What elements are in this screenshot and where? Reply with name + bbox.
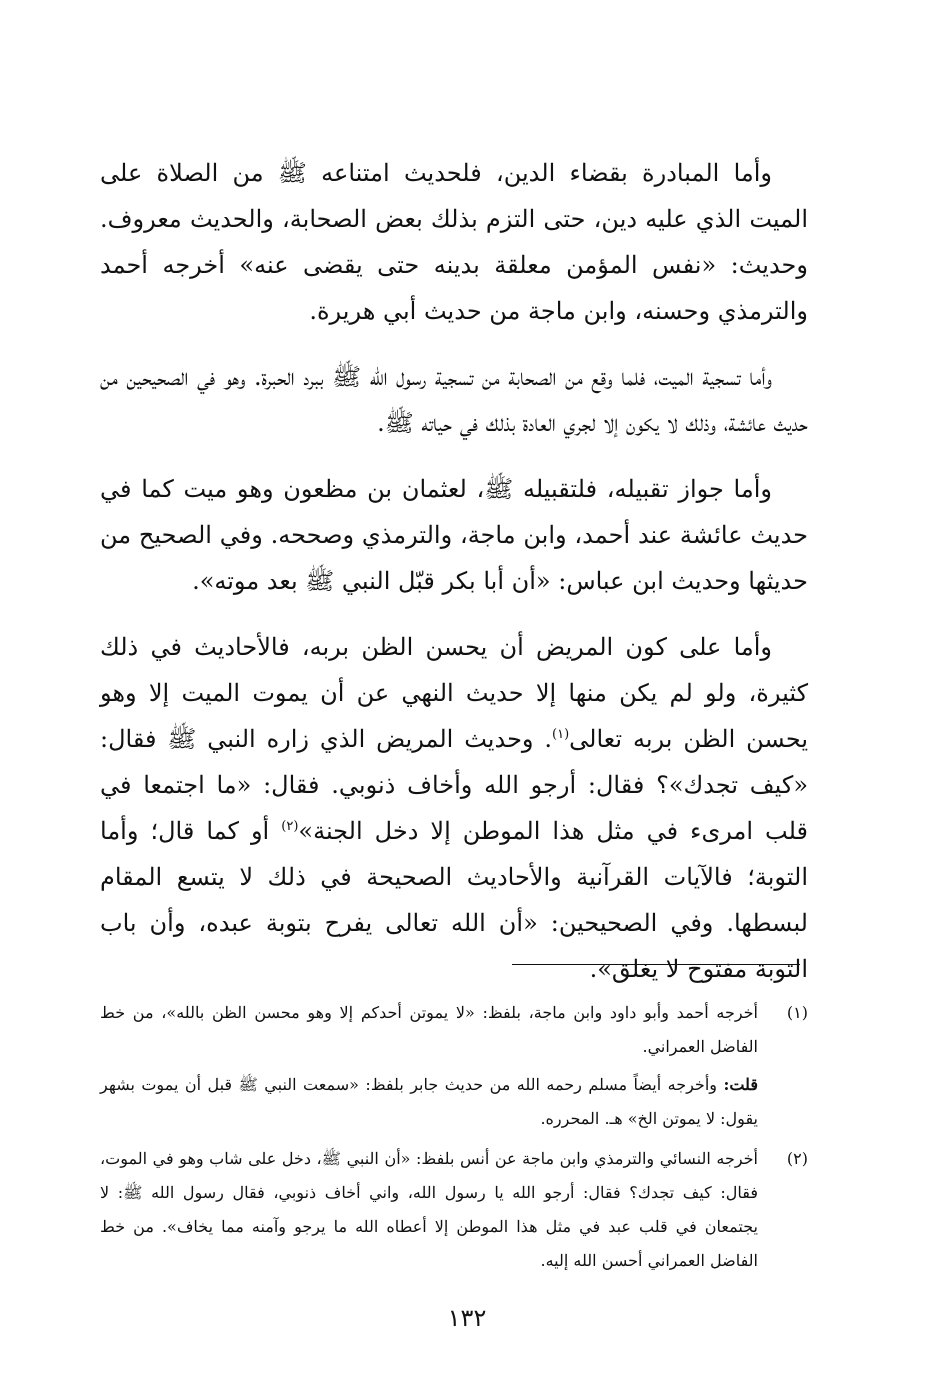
paragraph-good-opinion-part1: وأما على كون المريض أن يحسن الظن بربه، فالأحاديث في ذلك كثيرة، ولو لم يكن منها إلا حديث النهي عن أن يموت الميت إلا وهو يحسن الظن بربه تعالى bbox=[100, 633, 809, 753]
footnote-number: (١) bbox=[786, 1003, 808, 1022]
footnote-comment-text: وأخرجه أيضاً مسلم رحمه الله من حديث جابر بلفظ: «سمعت النبي ﷺ قبل أن يموت بشهر يقول: لا يموتن الخ» هـ. المحرره. bbox=[100, 1075, 758, 1128]
footnote-text: أخرجه النسائي والترمذي وابن ماجة عن أنس بلفظ: «أن النبي ﷺ، دخل على شاب وهو في الموت، فقال: كيف تجدك؟ فقال: أرجو الله يا رسول الله، واني أخاف ذنوبي، فقال رسول الله ﷺ: لا يجتمعان في قلب عبد في مثل هذا الموطن إلا أعطاه الله ما يرجو وآمنه مما يخاف». من خط الفاضل العمراني أحسن الله إليه. bbox=[100, 1149, 758, 1270]
footnote-body bbox=[100, 1142, 758, 1278]
paragraph-kissing-deceased: وأما جواز تقبيله، فلتقبيله ﷺ، لعثمان بن مظعون وهو ميت كما في حديث عائشة عند أحمد، وابن ماجة، والترمذي وصححه. وفي الصحيح من حديثها وحديث ابن عباس: «أن أبا بكر قبّل النبي ﷺ بعد موته». bbox=[100, 475, 808, 595]
footnote-2 bbox=[100, 1142, 808, 1278]
footnote-reference-2: (٢) bbox=[281, 819, 299, 834]
footnote-reference-1: (١) bbox=[552, 727, 570, 742]
footnote-number: (٢) bbox=[786, 1149, 808, 1168]
main-text bbox=[100, 150, 808, 992]
paragraph-good-opinion-part3: أو كما قال؛ وأما التوبة؛ فالآيات القرآنية والأحاديث الصحيحة في ذلك لا يتسع المقام لبسطها. وفي الصحيحين: «أن الله تعالى يفرح بتوبة عبده، وأن باب التوبة مفتوح لا يغلق». bbox=[100, 817, 808, 983]
paragraph-debt-settlement: وأما المبادرة بقضاء الدين، فلحديث امتناعه ﷺ من الصلاة على الميت الذي عليه دين، حتى التزم بذلك بعض الصحابة، والحديث معروف. وحديث: «نفس المؤمن معلقة بدينه حتى يقضى عنه» أخرجه أحمد والترمذي وحسنه، وابن ماجة من حديث أبي هريرة. bbox=[100, 159, 808, 325]
footnote-text: أخرجه أحمد وأبو داود وابن ماجة، بلفظ: «لا يموتن أحدكم إلا وهو محسن الظن بالله»، من خط الفاضل العمراني. bbox=[100, 1003, 758, 1056]
footnotes bbox=[100, 996, 808, 1284]
footnote-separator bbox=[512, 964, 800, 965]
page-number: ١٣٢ bbox=[447, 1304, 487, 1332]
paragraph-good-opinion bbox=[100, 624, 808, 992]
footnote-comment bbox=[100, 1068, 758, 1136]
footnote-comment-lead: قلت: bbox=[723, 1075, 758, 1094]
footnote-1 bbox=[100, 996, 808, 1136]
footnote-body bbox=[100, 996, 758, 1136]
paragraph-good-opinion-part2: . وحديث المريض الذي زاره النبي ﷺ فقال: «كيف تجدك»؟ فقال: أرجو الله وأخاف ذنوبي. فقال: «ما اجتمعا في قلب امرىء في مثل هذا الموطن إلا دخل الجنة» bbox=[100, 725, 809, 845]
paragraph-covering-deceased: وأما تسجية الميت، فلما وقع من الصحابة من تسجية رسول الله ﷺ ببرد الحبرة. وهو في الصحيحين من حديث عائشة، وذلك لا يكون إلا لجري العادة بذلك في حياته ﷺ. bbox=[100, 363, 808, 437]
